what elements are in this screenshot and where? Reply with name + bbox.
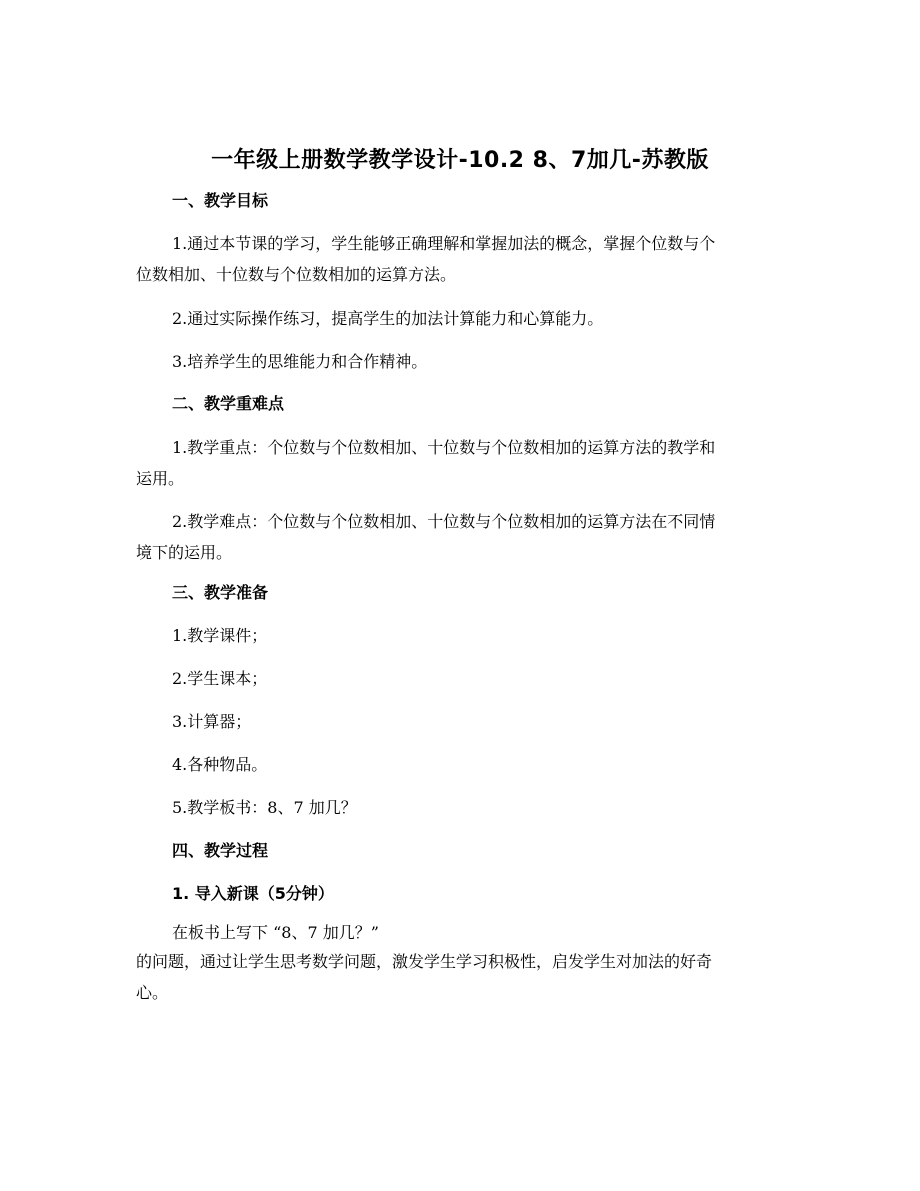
paragraph-line: 1.通过本节课的学习，学生能够正确理解和掌握加法的概念，掌握个位数与个 (172, 234, 716, 253)
section-heading-key-points: 二、教学重难点 (172, 394, 285, 413)
paragraph-line: 1.教学重点：个位数与个位数相加、十位数与个位数相加的运算方法的教学和 (172, 438, 716, 457)
preparation-item: 1.教学课件； (172, 626, 268, 645)
section-heading-process: 四、教学过程 (172, 841, 269, 860)
objective-paragraph-3 (136, 346, 786, 377)
preparation-item: 3.计算器； (172, 712, 252, 731)
paragraph-line: 的问题，通过让学生思考数学问题，激发学生学习积极性，启发学生对加法的好奇 (136, 952, 713, 971)
paragraph-line: 心。 (136, 983, 169, 1002)
process-paragraph (136, 920, 786, 1008)
process-subheading: 1. 导入新课（5分钟） (172, 884, 334, 903)
key-points-paragraph-1 (136, 432, 786, 494)
key-points-paragraph-2 (136, 506, 786, 568)
preparation-item: 5.教学板书：8、7 加几？ (172, 798, 357, 817)
paragraph-line: 3.培养学生的思维能力和合作精神。 (172, 352, 428, 371)
paragraph-line: 位数相加、十位数与个位数相加的运算方法。 (136, 265, 457, 284)
paragraph-line: 在板书上写下 “8、7 加几？” (172, 923, 379, 942)
document-title: 一年级上册数学教学设计-10.2 8、7加几-苏教版 (211, 148, 709, 173)
preparation-item: 4.各种物品。 (172, 755, 268, 774)
section-heading-preparation: 三、教学准备 (172, 583, 269, 602)
paragraph-line: 运用。 (136, 469, 185, 488)
paragraph-line: 境下的运用。 (136, 543, 233, 562)
paragraph-line: 2.教学难点：个位数与个位数相加、十位数与个位数相加的运算方法在不同情 (172, 512, 716, 531)
section-heading-objectives: 一、教学目标 (172, 191, 269, 210)
objective-paragraph-1 (136, 228, 786, 290)
objective-paragraph-2 (136, 303, 786, 334)
preparation-item: 2.学生课本； (172, 669, 268, 688)
paragraph-line: 2.通过实际操作练习，提高学生的加法计算能力和心算能力。 (172, 309, 604, 328)
